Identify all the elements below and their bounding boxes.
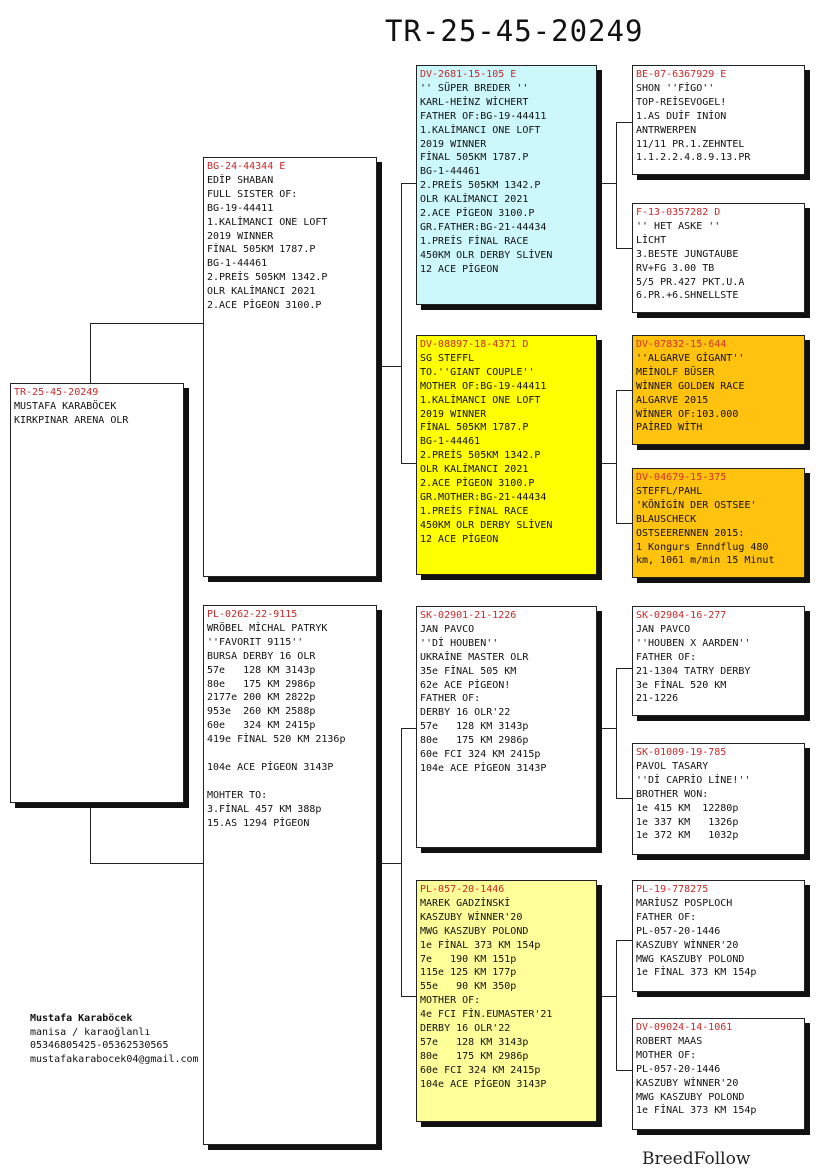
pedigree-line: 2019 WINNER [207, 230, 274, 242]
pedigree-line: EDİP SHABAN [207, 174, 274, 186]
pedigree-line: FATHER OF:BG-19-44411 [420, 110, 547, 122]
owner-info [30, 1012, 199, 1066]
connector-line [90, 323, 91, 383]
dam-dam-box [416, 880, 597, 1122]
ring-number: DV-07832-15-644 [636, 339, 727, 350]
connector-line [597, 996, 616, 997]
pedigree-line: MARİUSZ POSPLOCH [636, 897, 733, 909]
pedigree-line: 3.FİNAL 457 KM 388p [207, 803, 322, 815]
pedigree-line: 'KÖNİGİN DER OSTSEE' [636, 499, 757, 511]
ring-number: BE-07-6367929 E [636, 69, 727, 80]
pedigree-line: 1 Kongurs Enndflug 480 [636, 541, 769, 553]
pedigree-line: 57e 128 KM 3143p [207, 664, 316, 676]
sire-box [203, 157, 377, 577]
connector-line [377, 366, 401, 367]
pedigree-line: DERBY 16 OLR'22 [420, 707, 511, 719]
pedigree-line: 12 ACE PİGEON [420, 263, 499, 275]
connector-line [616, 668, 617, 798]
pedigree-line: ALGARVE 2015 [636, 394, 709, 406]
pedigree-line: OLR KALİMANCI 2021 [420, 464, 529, 476]
dam-dam-dam-box [632, 1018, 805, 1130]
pedigree-line: 2019 WINNER [420, 138, 487, 150]
ring-number: PL-19-778275 [636, 884, 709, 895]
pedigree-line: 80e 175 KM 2986p [207, 678, 316, 690]
sire-dam-dam-box [632, 468, 805, 578]
pedigree-line [207, 775, 373, 789]
dam-sire-sire-box [632, 606, 805, 716]
pedigree-line: PAİRED WİTH [636, 422, 703, 434]
connector-line [597, 463, 616, 464]
connector-line [377, 863, 401, 864]
pedigree-line: MWG KASZUBY POLOND [420, 925, 529, 937]
ring-number: DV-08897-18-4371 D [420, 339, 529, 350]
pedigree-line: FİNAL 505KM 1787.P [207, 244, 316, 256]
pedigree-line: FATHER OF: [420, 693, 481, 705]
connector-line [401, 463, 417, 464]
pedigree-line: 1.KALİMANCI ONE LOFT [420, 124, 541, 136]
connector-line [597, 183, 616, 184]
pedigree-line: 21-1304 TATRY DERBY [636, 665, 751, 677]
pedigree-line: 2019 WINNER [420, 408, 487, 420]
connector-line [597, 728, 616, 729]
ring-number: TR-25-45-20249 [14, 387, 99, 398]
connector-line [90, 808, 91, 863]
connector-line [616, 940, 632, 941]
pedigree-line: 104e ACE PİGEON 3143P [420, 762, 547, 774]
pedigree-line: MOTHER OF:BG-19-44411 [420, 380, 547, 392]
pedigree-line: SG STEFFL [420, 352, 475, 364]
pedigree-line: 1e 337 KM 1326p [636, 816, 739, 828]
sire-sire-box [416, 65, 597, 305]
pedigree-line: 2.PREİS 505KM 1342.P [207, 272, 328, 284]
pedigree-line: KASZUBY WİNNER'20 [636, 1077, 739, 1089]
pedigree-line: 450KM OLR DERBY SLİVEN [420, 249, 553, 261]
pedigree-line: 2.ACE PİGEON 3100.P [420, 478, 535, 490]
pedigree-line: 1.KALİMANCI ONE LOFT [420, 394, 541, 406]
connector-line [401, 728, 417, 729]
pedigree-line: KIRKPINAR ARENA OLR [14, 414, 129, 426]
pedigree-line: TO.''GIANT COUPLE'' [420, 366, 535, 378]
pedigree-line: ''ALGARVE GİGANT'' [636, 352, 745, 364]
connector-line [616, 390, 632, 391]
dam-dam-sire-box [632, 880, 805, 992]
pedigree-line: 1e FİNAL 373 KM 154p [636, 1105, 757, 1117]
pedigree-line: 419e FİNAL 520 KM 2136p [207, 734, 346, 746]
pedigree-line: 80e 175 KM 2986p [420, 735, 529, 747]
pedigree-line: 60e FCI 324 KM 2415p [420, 749, 541, 761]
sire-dam-sire-box [632, 335, 805, 445]
pedigree-line: MOTHER OF: [420, 995, 481, 1007]
connector-line [616, 248, 632, 249]
pedigree-line: 12 ACE PİGEON [420, 533, 499, 545]
pedigree-line: ''FAVORIT 9115'' [207, 636, 304, 648]
connector-line [616, 390, 617, 523]
pedigree-line: BG-1-44461 [207, 258, 268, 270]
pedigree-line: WRÖBEL MİCHAL PATRYK [207, 622, 328, 634]
pedigree-line: 11/11 PR.1.ZEHNTEL [636, 138, 745, 150]
pedigree-line: 2.ACE PİGEON 3100.P [207, 300, 322, 312]
pedigree-line: 60e FCI 324 KM 2415p [420, 1064, 541, 1076]
owner-phone: 05346805425-05362530565 [30, 1040, 169, 1051]
pedigree-line: KASZUBY WİNNER'20 [420, 911, 523, 923]
pedigree-line: WİNNER OF:103.000 [636, 408, 739, 420]
pedigree-line: MEİNOLF BÜSER [636, 366, 715, 378]
pedigree-line: 2.ACE PİGEON 3100.P [420, 208, 535, 220]
pedigree-line: KARL-HEİNZ WİCHERT [420, 96, 529, 108]
pedigree-line: 1.PREİS FİNAL RACE [420, 505, 529, 517]
pedigree-line: 450KM OLR DERBY SLİVEN [420, 519, 553, 531]
connector-line [616, 122, 632, 123]
pedigree-line: GR.FATHER:BG-21-44434 [420, 221, 547, 233]
pedigree-line: 4e FCI FİN.EUMASTER'21 [420, 1009, 553, 1021]
pedigree-line: 15.AS 1294 PİGEON [207, 817, 310, 829]
pedigree-line: 21-1226 [636, 693, 679, 705]
pedigree-line: MUSTAFA KARABÖCEK [14, 400, 117, 412]
sire-dam-box [416, 335, 597, 575]
pedigree-line: MWG KASZUBY POLOND [636, 953, 745, 965]
pedigree-line: MAREK GADZİNSKİ [420, 897, 511, 909]
pedigree-line: PL-057-20-1446 [636, 925, 721, 937]
pedigree-line: ROBERT MAAS [636, 1035, 703, 1047]
pedigree-line: GR.MOTHER:BG-21-44434 [420, 491, 547, 503]
pedigree-line: UKRAİNE MASTER OLR [420, 651, 529, 663]
pedigree-line: BG-1-44461 [420, 436, 481, 448]
pedigree-line: FATHER OF: [636, 651, 697, 663]
pedigree-line: ''HOUBEN X AARDEN'' [636, 637, 751, 649]
ring-number: DV-2681-15-105 E [420, 69, 517, 80]
pedigree-line: BG-1-44461 [420, 166, 481, 178]
dam-sire-dam-box [632, 743, 805, 855]
connector-line [401, 728, 402, 996]
pedigree-line: BROTHER WON: [636, 788, 709, 800]
pedigree-line: FİNAL 505KM 1787.P [420, 152, 529, 164]
connector-line [90, 323, 204, 324]
pedigree-line: ''Dİ HOUBEN'' [420, 637, 499, 649]
pedigree-line: BURSA DERBY 16 OLR [207, 650, 316, 662]
ring-number: BG-24-44344 E [207, 161, 286, 172]
pedigree-line: 3.BESTE JUNGTAUBE [636, 248, 739, 260]
ring-number: SK-01009-19-785 [636, 747, 727, 758]
pedigree-line: 80e 175 KM 2986p [420, 1050, 529, 1062]
pedigree-line: 953e 260 KM 2588p [207, 706, 316, 718]
pedigree-line: 57e 128 KM 3143p [420, 721, 529, 733]
pedigree-line: 1.AS DUİF INİON [636, 110, 727, 122]
pedigree-line: PAVOL TASARY [636, 760, 709, 772]
pedigree-line: 57e 128 KM 3143p [420, 1036, 529, 1048]
pedigree-line: ''Dİ CAPRİO LİNE!'' [636, 774, 751, 786]
dam-sire-box [416, 606, 597, 848]
ring-number: DV-04679-15-375 [636, 472, 727, 483]
pedigree-line: JAN PAVCO [636, 623, 691, 635]
pedigree-line: 3e FİNAL 520 KM [636, 679, 727, 691]
pedigree-line: 104e ACE PİGEON 3143P [420, 1078, 547, 1090]
sire-sire-dam-box [632, 203, 805, 313]
owner-location: manisa / karaoğlanlı [30, 1026, 151, 1038]
pedigree-line: FİNAL 505KM 1787.P [420, 422, 529, 434]
owner-email: mustafakarabocek04@gmail.com [30, 1053, 199, 1065]
ring-number: PL-0262-22-9115 [207, 609, 298, 620]
connector-line [616, 668, 632, 669]
pedigree-line: km, 1061 m/min 15 Minut [636, 555, 775, 567]
pedigree-line: 35e FİNAL 505 KM [420, 665, 517, 677]
pedigree-line: BG-19-44411 [207, 202, 274, 214]
pedigree-line: DERBY 16 OLR'22 [420, 1023, 511, 1035]
pedigree-line: TOP-REİSEVOGEL! [636, 96, 727, 108]
pedigree-line: 55e 90 KM 350p [420, 981, 517, 993]
pedigree-line: FULL SISTER OF: [207, 188, 298, 200]
connector-line [90, 863, 204, 864]
pedigree-line: 1e FİNAL 373 KM 154p [420, 939, 541, 951]
pedigree-line: RV+FG 3.00 TB [636, 262, 715, 274]
pedigree-line: FATHER OF: [636, 911, 697, 923]
pedigree-line: STEFFL/PAHL [636, 485, 703, 497]
pedigree-line: '' SÜPER BREDER '' [420, 82, 529, 94]
connector-line [616, 798, 632, 799]
pedigree-line: KASZUBY WİNNER'20 [636, 939, 739, 951]
pedigree-line: LİCHT [636, 234, 667, 246]
pedigree-line: '' HET ASKE '' [636, 220, 721, 232]
pedigree-line: 2177e 200 KM 2822p [207, 692, 316, 704]
connector-line [616, 122, 617, 248]
pedigree-line: 104e ACE PİGEON 3143P [207, 761, 334, 773]
pedigree-line: MOHTER TO: [207, 789, 268, 801]
dam-box [203, 605, 377, 1145]
pedigree-line: 115e 125 KM 177p [420, 967, 517, 979]
pedigree-line: 5/5 PR.427 PKT.U.A [636, 276, 745, 288]
ring-number: SK-02901-21-1226 [420, 610, 517, 621]
pedigree-line: PL-057-20-1446 [636, 1063, 721, 1075]
pedigree-line: 1.PREİS FİNAL RACE [420, 235, 529, 247]
pedigree-line: SHON ''FİGO'' [636, 82, 715, 94]
pedigree-line: 6.PR.+6.SHNELLSTE [636, 290, 739, 302]
pedigree-line: 2.PREİS 505KM 1342.P [420, 450, 541, 462]
pedigree-line: MOTHER OF: [636, 1049, 697, 1061]
pedigree-line: 1.KALİMANCI ONE LOFT [207, 216, 328, 228]
owner-name: Mustafa Karaböcek [30, 1013, 133, 1024]
pedigree-line [207, 747, 373, 761]
pedigree-line: JAN PAVCO [420, 623, 475, 635]
pedigree-line: 62e ACE PİGEON! [420, 679, 511, 691]
pedigree-line: 1e 415 KM 12280p [636, 802, 739, 814]
pedigree-line: MWG KASZUBY POLOND [636, 1091, 745, 1103]
brand-logo-text: BreedFollow [642, 1149, 751, 1169]
pedigree-line: 1e 372 KM 1032p [636, 830, 739, 842]
pedigree-line: ANTRWERPEN [636, 124, 697, 136]
pedigree-line: WİNNER GOLDEN RACE [636, 380, 745, 392]
pedigree-line: BLAUSCHECK [636, 513, 697, 525]
pedigree-line: 2.PREİS 505KM 1342.P [420, 180, 541, 192]
connector-line [616, 940, 617, 1070]
ring-number: F-13-0357282 D [636, 207, 721, 218]
connector-line [616, 1070, 632, 1071]
ring-number: DV-09024-14-1061 [636, 1022, 733, 1033]
ring-number: SK-02904-16-277 [636, 610, 727, 621]
connector-line [401, 183, 417, 184]
pedigree-title: TR-25-45-20249 [385, 14, 644, 48]
subject-pigeon-box [10, 383, 184, 803]
pedigree-line: 60e 324 KM 2415p [207, 720, 316, 732]
sire-sire-sire-box [632, 65, 805, 175]
pedigree-line: OLR KALİMANCI 2021 [207, 286, 316, 298]
pedigree-line: 1.1.2.2.4.8.9.13.PR [636, 152, 751, 164]
pedigree-line: OLR KALİMANCI 2021 [420, 194, 529, 206]
connector-line [616, 523, 632, 524]
pedigree-line: 1e FİNAL 373 KM 154p [636, 967, 757, 979]
connector-line [401, 183, 402, 463]
ring-number: PL-057-20-1446 [420, 884, 505, 895]
pedigree-line: OSTSEERENNEN 2015: [636, 527, 745, 539]
connector-line [401, 996, 417, 997]
pedigree-line: 7e 190 KM 151p [420, 953, 517, 965]
